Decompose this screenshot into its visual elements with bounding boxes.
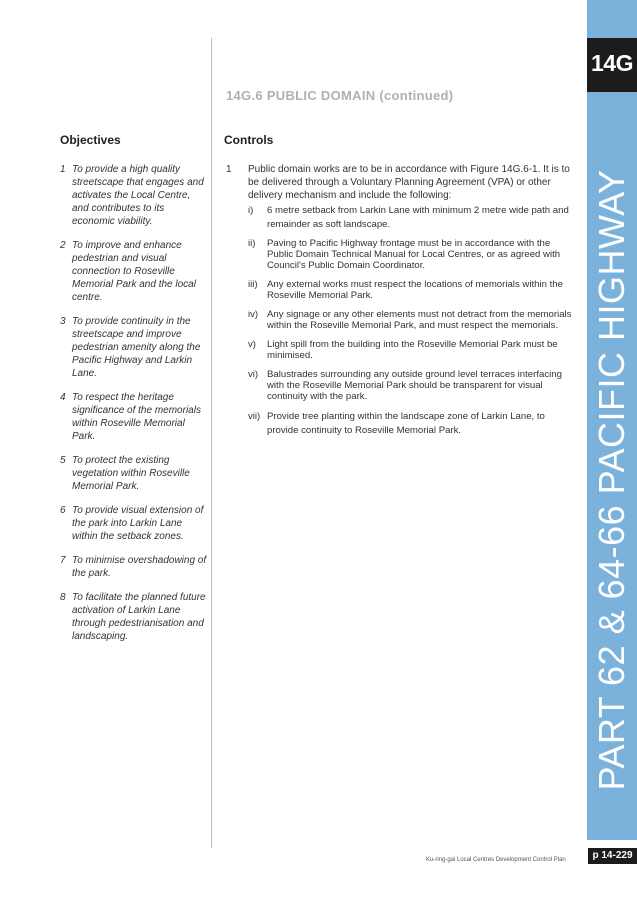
controls-list — [226, 163, 578, 444]
objective-number: 1 — [60, 164, 66, 175]
control-subitem — [248, 279, 578, 301]
control-number: 1 — [226, 164, 232, 175]
objective-text: To improve and enhance pedestrian and visual connection to Roseville Memorial Park and the local centre. — [72, 240, 196, 303]
section-title: 14G.6 PUBLIC DOMAIN (continued) — [226, 88, 454, 103]
control-subitem — [248, 410, 578, 438]
objective-text: To provide visual extension of the park into Larkin Lane within the setback zones. — [72, 505, 204, 542]
objectives-list — [60, 163, 208, 654]
subitem-text: Paving to Pacific Highway frontage must be in accordance with the Public Domain Technical Manual for Local Centres, or as agreed with Council's Public Domain Coordinator. — [267, 238, 561, 271]
subitem-number: i) — [248, 205, 254, 216]
subitem-number: vii) — [248, 411, 261, 422]
control-text: Public domain works are to be in accordance with Figure 14G.6-1. It is to be delivered through a Voluntary Planning Agreement (VPA) or other delivery mechanism and include the following: — [248, 164, 570, 201]
objective-text: To protect the existing vegetation within Roseville Memorial Park. — [72, 455, 190, 492]
subitem-text: 6 metre setback from Larkin Lane with minimum 2 metre wide path and remainder as soft landscape. — [267, 205, 569, 230]
objective-text: To provide a high quality streetscape that engages and activates the Local Centre, and contributes to its economic viability. — [72, 164, 204, 227]
subitem-number: iii) — [248, 279, 258, 290]
objective-item — [60, 554, 208, 580]
objective-text: To provide continuity in the streetscape and improve pedestrian amenity along the Pacific Highway and Larkin Lane. — [72, 316, 201, 379]
footer-document-title: Ku-ring-gai Local Centres Development Control Plan — [426, 857, 566, 863]
control-subitems — [248, 204, 578, 438]
objective-number: 6 — [60, 505, 66, 516]
objective-item — [60, 504, 208, 543]
objective-text: To minimise overshadowing of the park. — [72, 555, 207, 579]
control-subitem — [248, 204, 578, 232]
subitem-text: Any signage or any other elements must not detract from the memorials within the Roseville Memorial Park, and must respect the memorials. — [267, 309, 572, 331]
objective-text: To facilitate the planned future activation of Larkin Lane through pedestrianisation and landscaping. — [72, 592, 206, 642]
control-item — [226, 163, 578, 202]
subitem-number: ii) — [248, 238, 256, 249]
subitem-number: v) — [248, 339, 256, 350]
control-subitem — [248, 369, 578, 402]
objective-number: 8 — [60, 592, 66, 603]
objective-number: 5 — [60, 455, 66, 466]
control-subitem — [248, 238, 578, 271]
subitem-text: Any external works must respect the locations of memorials within the Roseville Memorial Park. — [267, 279, 563, 301]
subitem-number: iv) — [248, 309, 259, 320]
objective-number: 3 — [60, 316, 66, 327]
subitem-text: Provide tree planting within the landscape zone of Larkin Lane, to provide continuity to Roseville Memorial Park. — [267, 411, 545, 436]
objective-item — [60, 239, 208, 304]
part-title-vertical: PART 62 & 64-66 PACIFIC HIGHWAY — [591, 169, 632, 791]
page-number: p 14-229 — [592, 850, 633, 861]
column-divider — [211, 38, 212, 848]
objective-item — [60, 391, 208, 443]
objective-number: 4 — [60, 392, 66, 403]
objective-item — [60, 591, 208, 643]
control-subitem — [248, 339, 578, 361]
objective-text: To respect the heritage significance of the memorials within Roseville Memorial Park. — [72, 392, 201, 442]
control-subitem — [248, 309, 578, 331]
subitem-text: Balustrades surrounding any outside ground level terraces interfacing with the Roseville Memorial Park should be transparent for visual continuity with the park. — [267, 369, 562, 402]
objectives-heading: Objectives — [60, 133, 121, 147]
section-tab-label: 14G — [591, 50, 633, 76]
subitem-number: vi) — [248, 369, 259, 380]
objective-item — [60, 315, 208, 380]
controls-heading: Controls — [224, 133, 274, 147]
objective-number: 7 — [60, 555, 66, 566]
objective-item — [60, 454, 208, 493]
subitem-text: Light spill from the building into the Roseville Memorial Park must be minimised. — [267, 339, 558, 361]
objective-number: 2 — [60, 240, 66, 251]
objective-item — [60, 163, 208, 228]
